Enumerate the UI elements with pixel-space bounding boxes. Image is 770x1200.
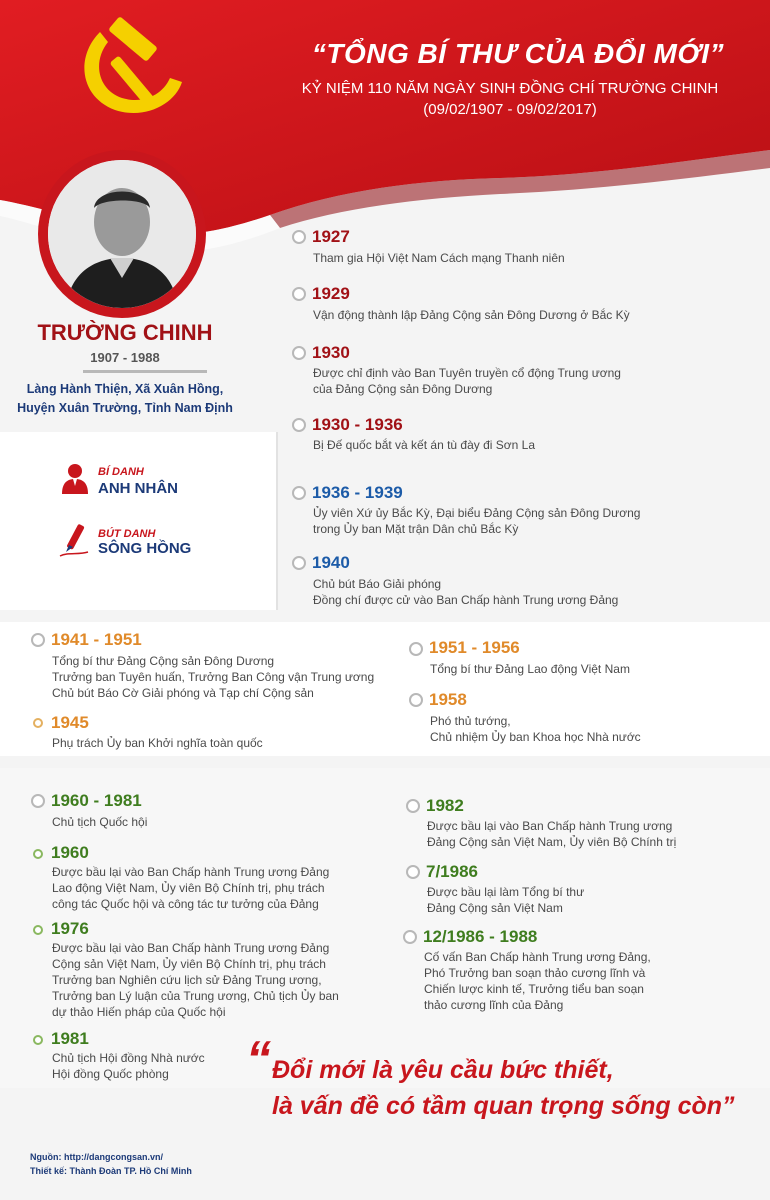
design-credit: Thiết kế: Thành Đoàn TP. Hồ Chí Minh [30, 1166, 192, 1176]
timeline-dot [33, 718, 43, 728]
birthplace [10, 380, 240, 418]
timeline-text: Đảng Cộng sản Việt Nam, Ủy viên Bộ Chính trị [427, 835, 677, 849]
timeline-text: Hội đồng Quốc phòng [52, 1067, 169, 1081]
timeline-text: Chủ tịch Quốc hội [52, 815, 148, 829]
timeline-text: Được bầu lại vào Ban Chấp hành Trung ương [427, 819, 673, 833]
timeline-text: Chủ nhiệm Ủy ban Khoa học Nhà nước [430, 730, 641, 744]
timeline-dot [406, 799, 420, 813]
hammer-sickle-icon [70, 12, 190, 122]
timeline-text: Trưởng ban Lý luận của Trung ương, Chủ tịch Ủy ban [52, 989, 339, 1003]
timeline-year: 1960 - 1981 [51, 791, 142, 810]
timeline-dot [33, 849, 43, 859]
timeline-text: dự thảo Hiến pháp của Quốc hội [52, 1005, 226, 1019]
timeline-text: Tham gia Hội Việt Nam Cách mạng Thanh niên [313, 251, 565, 265]
alias-value: ANH NHÂN [98, 480, 178, 497]
timeline-year: 1941 - 1951 [51, 630, 142, 649]
timeline-dot [292, 230, 306, 244]
timeline-year: 1945 [51, 713, 89, 732]
timeline-text: Được bầu lại vào Ban Chấp hành Trung ương Đảng [52, 941, 330, 955]
timeline-year: 1981 [51, 1029, 89, 1048]
timeline-dot [292, 346, 306, 360]
alias-panel [0, 432, 278, 610]
timeline-dot [33, 925, 43, 935]
timeline-year: 1960 [51, 843, 89, 862]
timeline-text: Tổng bí thư Đảng Lao động Việt Nam [430, 662, 630, 676]
timeline-text: Phó Trưởng ban soạn thảo cương lĩnh và [424, 966, 646, 980]
timeline-text: thảo cương lĩnh của Đảng [424, 998, 564, 1012]
timeline-text: Được bầu lại làm Tổng bí thư [427, 885, 585, 899]
timeline-year: 12/1986 - 1988 [423, 927, 538, 946]
portrait [48, 160, 196, 308]
pen-icon [58, 522, 94, 558]
timeline-dot [406, 865, 420, 879]
timeline-dot [31, 633, 45, 647]
timeline-dot [409, 693, 423, 707]
page-subtitle: KỶ NIỆM 110 NĂM NGÀY SINH ĐỒNG CHÍ TRƯỜNG CHINH [301, 80, 719, 97]
timeline-dot [292, 287, 306, 301]
timeline-year: 1958 [429, 690, 467, 709]
timeline-year: 7/1986 [426, 862, 478, 881]
quote-line-1: Đổi mới là yêu cầu bức thiết, [272, 1056, 614, 1084]
timeline-year: 1930 [312, 343, 350, 362]
birthplace-line-2: Huyện Xuân Trường, Tỉnh Nam Định [17, 401, 233, 415]
timeline-text: Lao động Việt Nam, Ủy viên Bộ Chính trị, phụ trách [52, 881, 325, 895]
timeline-text: Được bầu lại vào Ban Chấp hành Trung ương Đảng [52, 865, 330, 879]
quote-open-mark: “ [246, 1031, 271, 1087]
portrait-icon [48, 160, 196, 308]
timeline-text: Được chỉ định vào Ban Tuyên truyền cổ động Trung ương [313, 366, 621, 380]
timeline-text: Chủ tịch Hội đồng Nhà nước [52, 1051, 205, 1065]
page-title: “TỔNG BÍ THƯ CỦA ĐỔI MỚI” [311, 38, 725, 69]
alias-label: BÍ DANH [98, 466, 144, 478]
timeline-text: công tác Quốc hội và công tác tư tưởng của Đảng [52, 897, 319, 911]
timeline-dot [292, 486, 306, 500]
timeline-text: Tổng bí thư Đảng Cộng sản Đông Dương [52, 654, 275, 668]
timeline-dot [409, 642, 423, 656]
timeline-dot [292, 418, 306, 432]
person-name: TRƯỜNG CHINH [37, 320, 213, 345]
timeline-text: Ủy viên Xứ ủy Bắc Kỳ, Đại biểu Đảng Cộng sản Đông Dương [313, 506, 641, 520]
timeline-text: trong Ủy ban Mặt trận Dân chủ Bắc Kỳ [313, 522, 519, 536]
anniversary-dates: (09/02/1907 - 09/02/2017) [423, 101, 597, 118]
timeline-text: Phụ trách Ủy ban Khởi nghĩa toàn quốc [52, 736, 263, 750]
timeline-text: Trưởng ban Nghiên cứu lịch sử Đảng Trung ương, [52, 973, 322, 987]
birthplace-line-1: Làng Hành Thiện, Xã Xuân Hồng, [26, 382, 224, 396]
timeline-text: Chủ bút Báo Giải phóng [313, 577, 442, 591]
timeline-text: Chiến lược kinh tế, Trưởng tiểu ban soạn [424, 982, 644, 996]
timeline-year: 1940 [312, 553, 350, 572]
person-icon [60, 462, 90, 494]
timeline-year: 1927 [312, 227, 350, 246]
timeline-year: 1929 [312, 284, 350, 303]
timeline-text: Bị Đế quốc bắt và kết án tù đày đi Sơn La [313, 438, 536, 452]
timeline-dot [31, 794, 45, 808]
timeline-year: 1936 - 1939 [312, 483, 403, 502]
timeline-text: Phó thủ tướng, [430, 714, 511, 728]
timeline-text: Cố vấn Ban Chấp hành Trung ương Đảng, [424, 950, 651, 964]
timeline-text: Đảng Cộng sản Việt Nam [427, 901, 563, 915]
quote-line-2: là vấn đề có tầm quan trọng sống còn” [272, 1092, 735, 1120]
pen-name-label: BÚT DANH [98, 528, 156, 540]
timeline-text: Chủ bút Báo Cờ Giải phóng và Tạp chí Cộng sản [52, 686, 314, 700]
person-years: 1907 - 1988 [90, 350, 160, 365]
timeline-dot [403, 930, 417, 944]
divider [83, 370, 207, 373]
timeline-text: Vận động thành lập Đảng Cộng sản Đông Dương ở Bắc Kỳ [313, 308, 630, 322]
timeline-text: Trưởng ban Tuyên huấn, Trưởng Ban Công vận Trung ương [52, 670, 375, 684]
timeline-year: 1951 - 1956 [429, 638, 520, 657]
timeline-year: 1982 [426, 796, 464, 815]
pen-name-value: SÔNG HỒNG [98, 540, 192, 557]
timeline-year: 1976 [51, 919, 89, 938]
source-credit: Nguồn: http://dangcongsan.vn/ [30, 1152, 163, 1162]
timeline-dot [33, 1035, 43, 1045]
timeline-text: Đồng chí được cử vào Ban Chấp hành Trung ương Đảng [313, 593, 619, 607]
timeline-text: của Đảng Cộng sản Đông Dương [313, 382, 493, 396]
timeline-dot [292, 556, 306, 570]
timeline-text: Cộng sản Việt Nam, Ủy viên Bộ Chính trị, phụ trách [52, 957, 326, 971]
timeline-year: 1930 - 1936 [312, 415, 403, 434]
